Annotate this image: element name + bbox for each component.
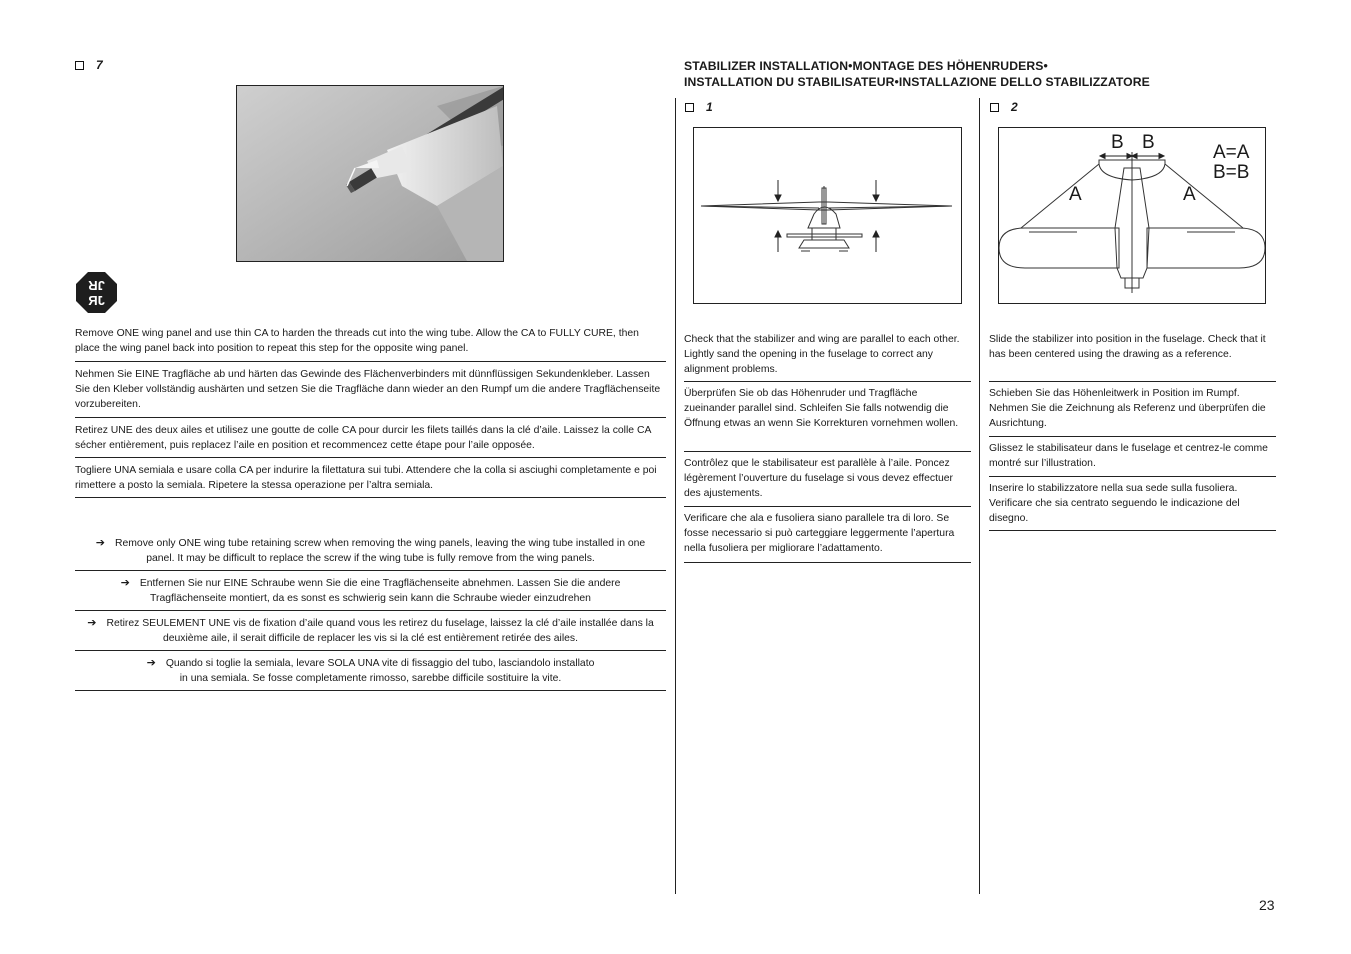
logo-letters-bottom: JR (88, 293, 105, 308)
arrow-right-icon: ➔ (87, 617, 97, 629)
paragraph-de: Nehmen Sie EINE Tragfläche ab und härten das Gewinde des Flächenverbinders mit dünnflüssigen Sekundenkleber. Lassen Sie den Kleber vollständig aushärten und setzen Sie die Tragfläche dann wieder an den Rumpf um die andere Tragflächenseite vorzubereiten. (75, 362, 666, 418)
step-7-photo (236, 85, 504, 262)
paragraph-en: Remove ONE wing panel and use thin CA to harden the threads cut into the wing tube. Allow the CA to FULLY CURE, then place the wing panel back into position to repeat this step for the opposite wing panel. (75, 326, 666, 362)
column-divider-left (675, 98, 676, 894)
equation-a: A=A (1213, 142, 1250, 163)
step-1-paragraphs (684, 332, 971, 563)
checkbox-icon[interactable] (75, 61, 84, 70)
paragraph-it: Togliere UNA semiala e usare colla CA per indurire la filettatura sui tubi. Attendere che la colla si asciughi completamente e poi rimettere a posto la semiala. Ripetere la stessa operazione per l’altra semiala. (75, 458, 666, 498)
ca-wing-tube-photo (237, 86, 503, 261)
label-a-left: A (1069, 184, 1082, 205)
checkbox-icon[interactable] (990, 103, 999, 112)
stabilizer-top-diagram (998, 127, 1266, 304)
label-b-left: B (1111, 132, 1124, 153)
checkbox-icon[interactable] (685, 103, 694, 112)
label-a-right: A (1183, 184, 1196, 205)
step2-paragraph-de: Schieben Sie das Höhenleitwerk in Position im Rumpf. Nehmen Sie die Zeichnung als Referenz und überprüfen die Ausrichtung. (989, 382, 1276, 437)
step-number: 1 (706, 100, 713, 114)
equation-b: B=B (1213, 162, 1250, 183)
column-divider-right (979, 98, 980, 894)
stabilizer-front-diagram (693, 127, 962, 304)
step2-paragraph-fr: Glissez le stabilisateur dans le fuselage et centrez-le comme montré sur l’illustration. (989, 437, 1276, 477)
paragraph-fr: Retirez UNE des deux ailes et utilisez une goutte de colle CA pour durcir les filets taillés dans la clé d’aile. Laissez la colle CA sécher entièrement, puis replacez l’aile en position et recommencez cette étape pour l’aile opposée. (75, 418, 666, 458)
label-b-right: B (1142, 132, 1155, 153)
note-en (75, 531, 666, 571)
arrow-right-icon: ➔ (95, 537, 105, 549)
note-de (75, 571, 666, 611)
step2-paragraph-it: Inserire lo stabilizzatore nella sua sede sulla fusoliera. Verificare che sia centrato seguendo le indicazione del disegno. (989, 477, 1276, 531)
step2-paragraph-en: Slide the stabilizer into position in the fuselage. Check that it has been centered using the drawing as a reference. (989, 332, 1276, 382)
note-de-text: Entfernen Sie nur EINE Schraube wenn Sie die eine Tragflächenseite abnehmen. Lassen Sie die andere Tragflächenseite montiert, da es sonst es schwierig sein kann die Schraube wieder einzudrehen (139, 578, 621, 604)
page-number: 23 (1259, 897, 1275, 913)
plane-front-view-drawing (694, 128, 961, 303)
arrow-right-icon: ➔ (146, 657, 156, 669)
step1-paragraph-fr: Contrôlez que le stabilisateur est parallèle à l’aile. Poncez légèrement l’ouverture du fuselage si vous devez effectuer des ajustements. (684, 452, 971, 507)
step1-paragraph-it: Verificare che ala e fusoliera siano parallele tra di loro. Se fosse necessario si può carteggiare leggermente l’apertura nella fusoliera per migliorare l’adattamento. (684, 507, 971, 563)
note-fr-text: Retirez SEULEMENT UNE vis de fixation d’aile quand vous les retirez du fuselage, laissez la clé d’aile installée dans la deuxième aile, il serait difficile de replacer les vis si la clé est entièrement retirée des ailes. (106, 618, 654, 644)
logo-letters-top: JR (88, 278, 105, 293)
section-heading (684, 58, 1284, 90)
note-fr (75, 611, 666, 651)
step1-paragraph-en: Check that the stabilizer and wing are parallel to each other. Lightly sand the opening in the fuselage to correct any alignment problems. (684, 332, 971, 382)
note-it-text: Quando si toglie la semiala, levare SOLA UNA vite di fissaggio del tubo, lasciandolo installato in una semiala. Se fosse completamente rimosso, sarebbe difficile sostituire la vite. (165, 658, 595, 684)
jr-octagon-icon (75, 271, 118, 314)
heading-line-2: INSTALLATION DU STABILISATEUR•INSTALLAZIONE DELLO STABILIZZATORE (684, 75, 1150, 89)
step-1-header (685, 100, 713, 114)
step-number: 2 (1011, 100, 1018, 114)
step-2-header (990, 100, 1018, 114)
step-7-header (75, 58, 103, 72)
note-it (75, 651, 666, 691)
notes-block (75, 531, 666, 691)
arrow-right-icon: ➔ (120, 577, 130, 589)
step-number: 7 (96, 58, 103, 72)
step-7-paragraphs (75, 326, 666, 498)
note-en-text: Remove only ONE wing tube retaining screw when removing the wing panels, leaving the wing tube installed in one panel. It may be difficult to replace the screw if the wing tube is fully remove from the wing panels. (114, 538, 646, 564)
step-2-paragraphs (989, 332, 1276, 531)
step1-paragraph-de: Überprüfen Sie ob das Höhenruder und Tragfläche zueinander parallel sind. Schleifen Sie falls notwendig die Öffnung etwas an wenn Sie Korrekturen vornehmen wollen. (684, 382, 971, 452)
jr-logo (75, 271, 118, 319)
heading-line-1: STABILIZER INSTALLATION•MONTAGE DES HÖHENRUDERS• (684, 59, 1048, 73)
